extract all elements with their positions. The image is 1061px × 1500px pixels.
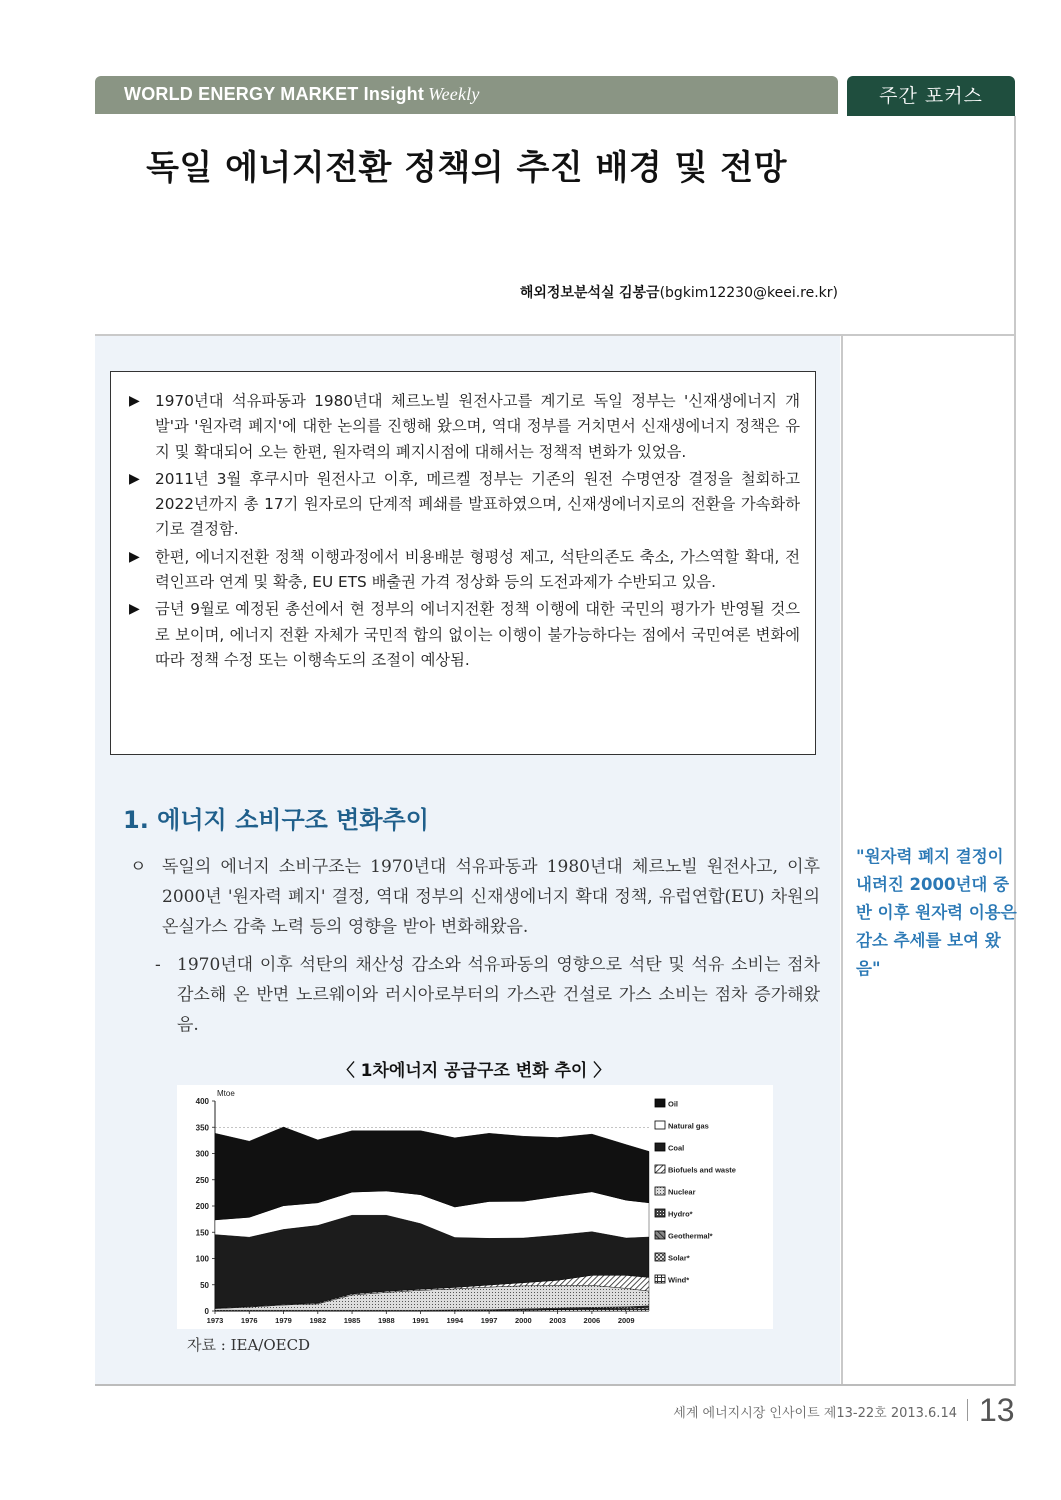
side-quote: "원자력 폐지 결정이 내려진 2000년대 중반 이후 원자력 이용은 감소 추세를 보여 왔음": [856, 847, 1017, 978]
right-rule: [1014, 116, 1016, 1386]
legend-label: Wind*: [668, 1275, 690, 1285]
section-heading: 1. 에너지 소비구조 변화추이: [123, 806, 429, 834]
legend-label: Hydro*: [668, 1209, 693, 1219]
figure-caption: 〈 1차에너지 공급구조 변화 추이 〉: [337, 1061, 611, 1081]
legend-swatch: [655, 1121, 665, 1129]
x-tick-label: 1997: [480, 1316, 498, 1325]
legend-swatch: [655, 1209, 665, 1217]
paragraph-text: 독일의 에너지 소비구조는 1970년대 석유파동과 1980년대 체르노빌 원전사고, 이후 2000년 '원자력 폐지' 결정, 역대 정부의 신재생에너지 확대 정책, 유럽연합(EU) 차원의 온실가스 감축 노력 등의 영향을 받아 변화해왔음.: [162, 857, 820, 937]
legend-label: Nuclear: [668, 1187, 696, 1197]
triangle-bullet-icon: ▶: [129, 548, 140, 565]
footer-separator: [967, 1399, 968, 1421]
summary-item: ▶ 2011년 3월 후쿠시마 원전사고 이후, 메르켈 정부는 기존의 원전 수명연장 결정을 철회하고 2022년까지 총 17기 원자로의 단계적 폐쇄를 발표하였으며, 신재생에너지로의 전환을 가속화하기로 결정함.: [129, 467, 800, 543]
y-tick-label: 400: [195, 1097, 209, 1106]
header-brand-weekly: Weekly: [428, 84, 480, 104]
x-tick-label: 1991: [412, 1316, 429, 1325]
legend-swatch: [655, 1253, 665, 1261]
sub-paragraph-text: 1970년대 이후 석탄의 채산성 감소와 석유파동의 영향으로 석탄 및 석유 소비는 점차 감소해 온 반면 노르웨이와 러시아로부터의 가스관 건설로 가스 소비는 점차 증가해왔음.: [177, 955, 820, 1035]
legend-swatch: [655, 1165, 665, 1173]
y-tick-label: 50: [200, 1280, 209, 1290]
summary-item: ▶ 1970년대 석유파동과 1980년대 체르노빌 원전사고를 계기로 독일 정부는 '신재생에너지 개발'과 '원자력 폐지'에 대한 논의를 진행해 왔으며, 역대 정부를 거치면서 신재생에너지 정책은 유지 및 확대되어 오는 한편, 원자력의 폐지시점에 대해서는 정책적 변화가 있었음.: [129, 389, 800, 465]
triangle-bullet-icon: ▶: [129, 470, 140, 487]
sub-paragraph: [155, 950, 820, 1040]
y-tick-label: 100: [195, 1254, 209, 1264]
figure-source: 자료 : IEA/OECD: [187, 1336, 311, 1354]
legend-label: Geothermal*: [668, 1231, 713, 1241]
dash-bullet: -: [155, 955, 161, 975]
energy-supply-chart: [177, 1085, 773, 1329]
triangle-bullet-icon: ▶: [129, 601, 140, 618]
summary-item: ▶ 금년 9월로 예정된 총선에서 현 정부의 에너지전환 정책 이행에 대한 국민의 평가가 반영될 것으로 보이며, 에너지 전환 자체가 국민적 합의 없이는 이행이 불가능하다는 점에서 국민여론 변화에 따라 정책 수정 또는 이행속도의 조절이 예상됨.: [129, 597, 800, 673]
y-tick-label: 300: [195, 1149, 209, 1159]
chart-svg: [177, 1085, 773, 1329]
legend-swatch: [655, 1143, 665, 1151]
legend-label: Oil: [668, 1099, 679, 1109]
y-unit-label: Mtoe: [217, 1089, 235, 1098]
author-dept: 해외정보분석실: [519, 285, 615, 301]
x-tick-label: 1976: [240, 1316, 258, 1325]
legend-swatch: [655, 1231, 665, 1239]
x-tick-label: 1994: [446, 1316, 464, 1325]
author-line: [520, 282, 838, 302]
section-paragraph: [130, 852, 820, 942]
x-tick-label: 2003: [549, 1316, 566, 1325]
x-tick-label: 1982: [309, 1316, 327, 1325]
x-tick-label: 1979: [275, 1316, 292, 1325]
page-title: 독일 에너지전환 정책의 추진 배경 및 전망: [146, 148, 787, 188]
circle-bullet-icon: ㅇ: [130, 857, 147, 877]
section-tab[interactable]: 주간 포커스: [847, 76, 1015, 116]
x-tick-label: 1985: [343, 1316, 361, 1325]
x-tick-label: 1973: [206, 1316, 224, 1325]
bottom-divider: [95, 1384, 1015, 1386]
triangle-bullet-icon: ▶: [129, 393, 140, 409]
y-tick-label: 250: [195, 1175, 209, 1185]
legend-label: Coal: [668, 1143, 685, 1153]
legend-label: Natural gas: [668, 1121, 709, 1131]
legend-swatch: [655, 1187, 665, 1195]
footer-publication: 세계 에너지시장 인사이트 제13-22호 2013.6.14: [673, 1406, 957, 1421]
page-number: 13: [979, 1392, 1015, 1428]
x-tick-label: 2000: [515, 1316, 532, 1325]
header-brand: WORLD ENERGY MARKET Insight Weekly: [124, 84, 480, 104]
column-divider: [841, 336, 843, 1386]
y-tick-label: 150: [195, 1228, 209, 1238]
y-tick-label: 0: [204, 1307, 209, 1316]
legend-swatch: [655, 1099, 665, 1107]
legend-label: Solar*: [668, 1253, 690, 1263]
y-tick-label: 350: [195, 1123, 209, 1133]
author-name: 김봉금: [619, 285, 660, 301]
legend-swatch: [655, 1275, 665, 1283]
x-tick-label: 2009: [617, 1316, 635, 1325]
y-tick-label: 200: [195, 1202, 209, 1211]
legend-label: Biofuels and waste: [668, 1165, 736, 1175]
x-tick-label: 2006: [583, 1316, 601, 1325]
author-email[interactable]: (bgkim12230@keei.re.kr): [659, 285, 838, 301]
x-tick-label: 1988: [377, 1316, 395, 1325]
summary-item: ▶ 한편, 에너지전환 정책 이행과정에서 비용배분 형평성 제고, 석탄의존도 축소, 가스역할 확대, 전력인프라 연계 및 확충, EU ETS 배출권 가격 정상화 등의 도전과제가 수반되고 있음.: [129, 545, 800, 596]
summary-box: [110, 371, 816, 755]
